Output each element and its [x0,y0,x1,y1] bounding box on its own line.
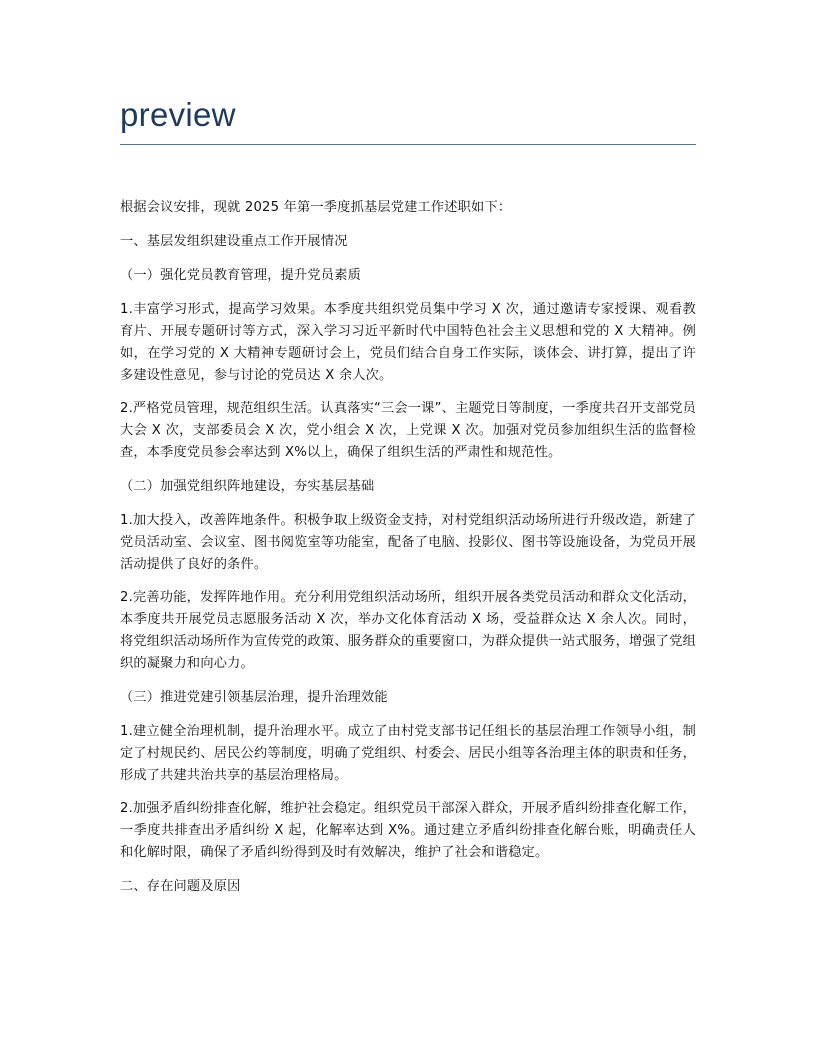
subsection-2-heading: （二）加强党组织阵地建设，夯实基层基础 [120,479,375,494]
section-2-heading: 二、存在问题及原因 [120,879,241,894]
subsection-3-heading: （三）推进党建引领基层治理，提升治理效能 [120,690,388,705]
section-1-heading: 一、基层发组织建设重点工作开展情况 [120,234,348,249]
document-title: preview [120,96,236,133]
subsection-1-heading: （一）强化党员教育管理，提升党员素质 [120,268,361,283]
subsection-1-paragraph-2: 2.严格党员管理，规范组织生活。认真落实“三会一课”、主题党日等制度，一季度共召开支部党员大会 X 次，支部委员会 X 次，党小组会 X 次，上党课 X 次。加强对党员参加组织生活的监督检查，本季度党员参会率达到 X%以上，确保了组织生活的严肃性和规范性。 [120,401,696,460]
subsection-3-paragraph-2: 2.加强矛盾纠纷排查化解，维护社会稳定。组织党员干部深入群众，开展矛盾纠纷排查化解工作，一季度共排查出矛盾纠纷 X 起，化解率达到 X%。通过建立矛盾纠纷排查化解台账，明确责任人和化解时限，确保了矛盾纠纷得到及时有效解决，维护了社会和谐稳定。 [120,801,696,860]
intro-paragraph: 根据会议安排，现就 2025 年第一季度抓基层党建工作述职如下： [120,200,512,215]
subsection-1-paragraph-1: 1.丰富学习形式，提高学习效果。本季度共组织党员集中学习 X 次，通过邀请专家授课、观看教育片、开展专题研讨等方式，深入学习习近平新时代中国特色社会主义思想和党的 X 大精神。例如，在学习党的 X 大精神专题研讨会上，党员们结合自身工作实际，谈体会、讲打算，提出了许多建设性意见，参与讨论的党员达 X 余人次。 [120,302,696,383]
document-body [120,197,696,898]
subsection-2-paragraph-2: 2.完善功能，发挥阵地作用。充分利用党组织活动场所，组织开展各类党员活动和群众文化活动，本季度共开展党员志愿服务活动 X 次，举办文化体育活动 X 场，受益群众达 X 余人次。同时，将党组织活动场所作为宣传党的政策、服务群众的重要窗口，为群众提供一站式服务，增强了党组织的凝聚力和向心力。 [120,590,696,671]
title-divider [120,144,696,145]
subsection-2-paragraph-1: 1.加大投入，改善阵地条件。积极争取上级资金支持，对村党组织活动场所进行升级改造，新建了党员活动室、会议室、图书阅览室等功能室，配备了电脑、投影仪、图书等设施设备，为党员开展活动提供了良好的条件。 [120,513,696,572]
subsection-3-paragraph-1: 1.建立健全治理机制，提升治理水平。成立了由村党支部书记任组长的基层治理工作领导小组，制定了村规民约、居民公约等制度，明确了党组织、村委会、居民小组等各治理主体的职责和任务，形成了共建共治共享的基层治理格局。 [120,724,696,783]
